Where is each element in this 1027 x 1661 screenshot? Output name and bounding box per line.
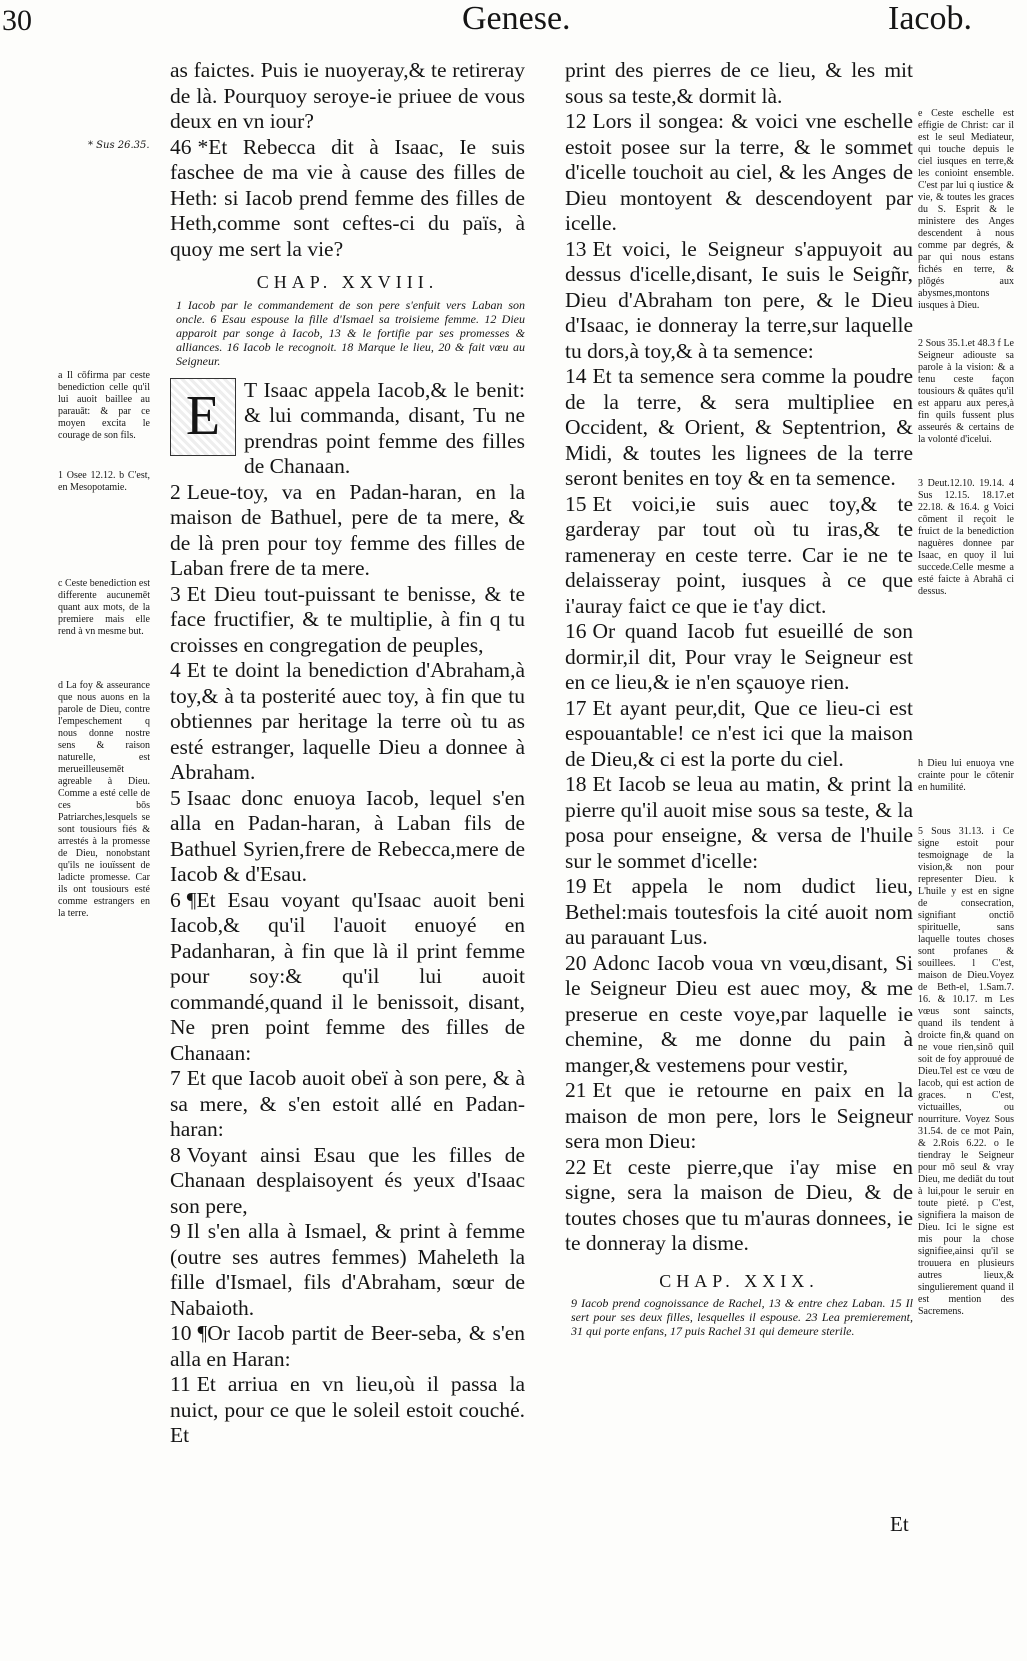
chapter-29-summary: 9 Iacob prend cognoissance de Rachel, 13 & entre chez Laban. 15 Il sert pour ses deux filles, lesquelles il espouse. 23 Lea premierement, 31 qui porte enfans, 17 puis Rachel 31 qui demeure sterile. — [571, 1296, 913, 1338]
verse-number: 13 — [565, 236, 587, 261]
marginal-note: 3 Deut.12.10. 19.14. 4 Sus 12.15. 18.17.et 22.18. & 16.4. g Voici cōment il reçoit le fruict de la benediction naguères donnee par Isaac, en quoy il lui succede.Celle mesme a esté faicte à Abrahā ci dessus. — [918, 478, 1014, 597]
verse-number: 2 — [170, 479, 181, 504]
verse-text: Et arriua en vn lieu,où il passa la nuict, pour ce que le soleil estoit couché. Et — [170, 1372, 525, 1447]
verse-text: Et voici,ie suis auec toy,& te garderay par tout où tu iras,& te rameneray en ceste terre. Car ie ne te delaisseray point, iusques à ce que i'auray faict ce que ie t'ay dict. — [565, 491, 913, 618]
verse — [565, 58, 913, 109]
verse-number: 17 — [565, 695, 587, 720]
verse-number: 5 — [170, 785, 181, 810]
verse — [170, 1219, 525, 1321]
verse-text: Et ta semence sera comme la poudre de la terre, & sera multipliee en Occident, & Orient, & Septentrion, & Midi, & toutes les lignees de la terre seront benites en toy & en ta semence. — [565, 364, 913, 490]
verse-text: Et Iacob se leua au matin, & print la pierre qu'il auoit mise sous sa teste, & la posa pour enseigne, & versa de l'huile sur le sommet d'icelle: — [565, 772, 913, 873]
verse-number: 7 — [170, 1066, 181, 1090]
verse-text: Il s'en alla à Ismael, & print à femme (outre ses autres femmes) Maheleth la fille d'Ismael, fils d'Abraham, sœur de Nabaioth. — [170, 1219, 525, 1320]
verse-number: 21 — [565, 1078, 587, 1102]
marginal-note: a Il cōfirma par ceste benediction celle qu'il lui auoit baillee au parauāt: & par ce moyen excita le courage de son fils. — [58, 370, 150, 441]
verse-text: Et ayant peur,dit, Que ce lieu-ci est espouantable! ce n'est ici que la maison de Dieu,& ci est la porte du ciel. — [565, 695, 913, 771]
verse-number: 15 — [565, 491, 587, 516]
verse — [565, 874, 913, 951]
verse-number: 4 — [170, 658, 181, 682]
verse-text: Et que ie retourne en paix en la maison de mon pere, lors le Seigneur sera mon Dieu: — [565, 1078, 913, 1153]
catchword: Et — [890, 1512, 909, 1536]
drop-cap-ornament: E — [170, 378, 236, 456]
verse-text: ¶Et Esau voyant qu'Isaac auoit beni Iacob,& qu'il l'auoit enuoyé en Padanharan, à fin que là il print femme pour soy:& qu'il lui auoit commandé,quand il le benissoit, disant, Ne pren point femme des filles de Chanaan: — [170, 887, 525, 1065]
verse — [565, 951, 913, 1079]
verse-text: Voyant ainsi Esau que les filles de Chanaan desplaisoyent és yeux d'Isaac son pere, — [170, 1142, 525, 1218]
verse-number: 8 — [170, 1142, 181, 1167]
verse — [170, 888, 525, 1067]
verse-number: 18 — [565, 772, 587, 796]
verse-text: print des pierres de ce lieu, & les mit sous sa teste,& dormit là. — [565, 58, 913, 108]
verse — [170, 58, 525, 135]
verse-number: 9 — [170, 1219, 181, 1243]
marginal-note: 1 Osee 12.12. b C'est, en Mesopotamie. — [58, 470, 150, 493]
marginal-note: 5 Sous 31.13. i Ce signe estoit pour tesmoignage de la vision,& non pour representer Dieu. k L'huile y est en signe de consecration, signifiant onctiō spirituelle, sans laquelle toutes choses sont profanes & souillees. l C'est, maison de Dieu.Voyez de Beth-el, 1.Sam.7. 16. & 10.17. m Les vœus sont saincts, quand ils tendent à droicte fin,& quand on ne voue rien,sinō quil soit de foy approuué de Dieu.Tel est ce vœu de Iacob, qui est action de graces. n C'est, victuailles, ou nourriture. Voyez Sous 31.54. de ce mot Pain, & 2.Rois 6.22. o Ie tiendray le Seigneur pour mō seul & vray Dieu, me dediāt du tout à lui,pour le seruir en toute pieté. p C'est, signifiera la maison de Dieu. Ici le signe est mis pour la chose signifiee,ainsi qu'il se trouuera en plusieurs autres lieux,& singulierement quand il est mention des Sacremens. — [918, 826, 1014, 1317]
verse-text: Lors il songea: & voici vne eschelle estoit posee sur la terre, & le sommet d'icelle touchoit au ciel, & les Anges de Dieu montoyent & descendoyent par icelle. — [565, 109, 913, 235]
marginal-note: e Ceste eschelle est effigie de Christ: car il est le seul Mediateur, qui touche depuis le ciel iusques en terre,& les conioint ensemble. C'est par lui q iustice & vie, & toutes les graces du S. Esprit & le ministere des Anges descendent à nous comme par degrés, & par qui nous estans fichés en terre, & plōgés aux abysmes,montons iusques à Dieu. — [918, 108, 1014, 311]
verses-chapter-28-continued — [565, 58, 913, 1257]
verse — [170, 786, 525, 888]
verse — [565, 109, 913, 237]
verse — [565, 237, 913, 365]
verse-text: Et Dieu tout-puissant te benisse, & te face fructifier, & te multiplie, à fin q tu croisses en congregation de peuples, — [170, 581, 525, 657]
verses-chapter-27-end — [170, 58, 525, 262]
verse-text: Et appela le nom dudict lieu, Bethel:mais toutesfois la cité auoit nom au parauant Lus. — [565, 874, 913, 949]
marginal-note: h Dieu lui enuoya vne crainte pour le cōtenir en humilité. — [918, 758, 1014, 793]
verse-text: Et te doint la benediction d'Abraham,à toy,& à ta posterité auec toy, à fin que tu obtiennes par heritage la terre où tu as esté estranger, laquelle Dieu a donnee à Abraham. — [170, 658, 525, 784]
verse-text: Et que Iacob auoit obeï à son pere, & à sa mere, & s'en estoit allé en Padan-haran: — [170, 1066, 525, 1141]
verse — [565, 772, 913, 874]
verse — [170, 1372, 525, 1449]
verse — [170, 1321, 525, 1372]
verses-chapter-28 — [170, 378, 525, 1449]
verse-number: 20 — [565, 950, 587, 975]
verse — [170, 480, 525, 582]
verse — [170, 1143, 525, 1220]
column-left — [170, 58, 525, 1449]
marginal-note: d La foy & asseurance que nous auons en la parole de Dieu, contre l'empeschement q nous donne nostre sens & raison naturelle, est merueilleusemēt agreable à Dieu. Comme a esté celle de ces bōs Patriarches,lesquels se sont tousiours fiés & arrestés à la promesse de Dieu, nonobstant qu'ils ne iouïssent de ladicte promesse. Car ils ont tousiours esté comme estrangers en la terre. — [58, 680, 150, 919]
chapter-28-heading: CHAP. XXVIII. — [256, 272, 439, 292]
verse-number: 10 — [170, 1321, 192, 1345]
marginal-note: c Ceste benediction est differente aucunemēt quant aux mots, de la premiere mais elle rend à vn mesme but. — [58, 578, 150, 637]
verse-text: Or quand Iacob fut esueillé de son dormir,il dit, Pour vray le Seigneur est en ce lieu,& ie n'en sçauoye rien. — [565, 619, 913, 694]
verse-text: Et voici, le Seigneur s'appuyoit au dessus d'icelle,disant, Ie suis le Seigñr, Dieu d'Abraham ton pere, & le Dieu d'Isaac, ie donneray la terre,sur laquelle tu dors,à toy,& à ta semence: — [565, 236, 913, 363]
verse-number: 14 — [565, 364, 587, 388]
verse — [565, 1078, 913, 1155]
verse-text: as faictes. Puis ie nuoyeray,& te retireray de là. Pourquoy seroye-ie priuee de vous deux en vn iour? — [170, 58, 525, 133]
verse-number: 16 — [565, 619, 587, 643]
verse-text: Leue-toy, va en Padan-haran, en la maison de Bathuel, pere de ta mere, & de là pren pour toy femme des filles de Laban frere de ta mere. — [170, 479, 525, 580]
verse-text: T Isaac appela Iacob,& le benit: & lui commanda, disant, Tu ne prendras point femme des filles de Chanaan. — [244, 377, 525, 478]
verse-number: 3 — [170, 581, 181, 606]
verse-number: 22 — [565, 1154, 587, 1179]
chapter-28-summary: 1 Iacob par le commandement de son pere s'enfuit vers Laban son oncle. 6 Esau espouse la fille d'Ismael sa troisieme femme. 12 Dieu apparoit par songe à Iacob, 13 & le fortifie par ses promesses & alliances. 16 Iacob le recognoit. 18 Marque le lieu, 20 & fait vœu au Seigneur. — [176, 297, 525, 368]
verse — [170, 1066, 525, 1143]
running-title-right: Iacob. — [888, 0, 973, 37]
page-number: 30 — [2, 4, 32, 37]
verse-number: 12 — [565, 109, 587, 133]
marginal-note: 2 Sous 35.1.et 48.3 f Le Seigneur adiouste sa parole à la vision: & a tenu ceste façon tousiours & quātes qu'il est apparu aux peres,à fin quils fussent plus asseurés & certains de la volonté d'icelui. — [918, 338, 1014, 445]
verse — [170, 658, 525, 786]
verse — [565, 364, 913, 492]
verse-text: ¶Or Iacob partit de Beer-seba, & s'en alla en Haran: — [170, 1321, 525, 1371]
verse-number: 46 — [170, 134, 192, 159]
verse — [565, 1155, 913, 1257]
verse-text: *Et Rebecca dit à Isaac, Ie suis fascheе de ma vie à cause des filles de Heth: si Iacob prend femme des filles de Heth,comme sont ceftes-ci du païs, à quoy me sert la vie? — [170, 134, 525, 261]
column-right — [565, 58, 913, 1348]
verse-number: 11 — [170, 1372, 191, 1396]
verse-number: 6 — [170, 887, 181, 912]
verse-text: Et ceste pierre,que i'ay mise en signe, sera la maison de Dieu, & de toutes choses que tu m'auras donnees, ie te donneray la disme. — [565, 1154, 913, 1255]
margin-reference: * Sus 26.35. — [88, 140, 150, 151]
verse-text: Isaac donc enuoya Iacob, lequel s'en alla en Padan-haran, à Laban fils de Bathuel Syrien,frere de Rebecca,mere de Iacob & d'Esau. — [170, 785, 525, 886]
verse — [565, 492, 913, 620]
verse — [170, 582, 525, 659]
running-title-left: Genese. — [462, 0, 571, 37]
chapter-29-heading: CHAP. XXIX. — [659, 1270, 819, 1291]
verse-number: 19 — [565, 874, 587, 898]
verse-text: Adonc Iacob voua vn vœu,disant, Si le Seigneur Dieu est auec moy, & me preserue en ceste voye,par laquelle ie chemine, & me donne du pain à manger,& vestemens pour vestir, — [565, 950, 913, 1077]
verse — [565, 696, 913, 773]
verse — [170, 135, 525, 263]
verse — [565, 619, 913, 696]
